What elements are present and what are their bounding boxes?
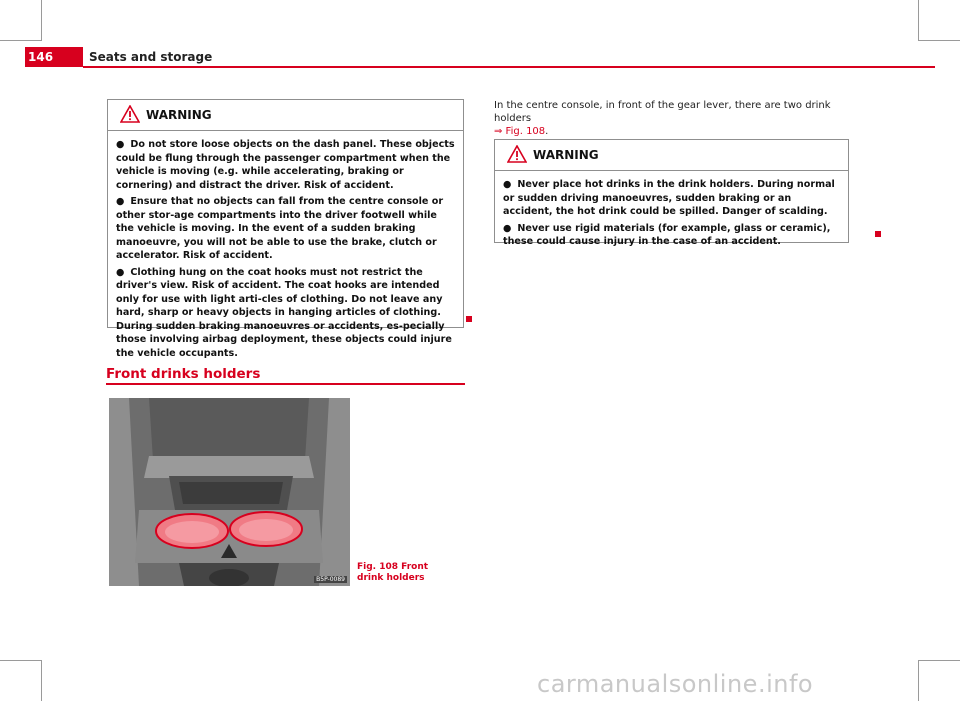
intro-paragraph [494,99,850,138]
warning-body [108,131,463,367]
warning-header [108,100,463,131]
warning-body [495,171,848,256]
warning-header [495,140,848,171]
warning-box-left [107,99,464,359]
warning-item: ● Clothing hung on the coat hooks must not restrict the driver's view. Risk of accident. The coat hooks are intended only for use with light arti-cles of clothing. Do not leave any hard, sharp or heavy objects in hanging articles of clothing. During sudden braking manoeuvres or accidents, es-pecially those involving airbag deployment, these objects could injure the vehicle occupants. [116,266,452,359]
crop-mark [41,660,42,701]
crop-mark [918,660,960,661]
figure-code: B5P-0089 [316,576,345,583]
intro-text: In the centre console, in front of the gear lever, there are two drink holders [494,100,831,124]
page-number: 146 [28,50,54,64]
warning-item: ● Never use rigid materials (for example, glass or ceramic), these could cause injury in the case of an accident. [503,222,831,247]
crop-mark [0,40,42,41]
crop-mark [41,0,42,40]
end-mark [466,316,472,322]
warning-title: WARNING [146,108,212,122]
crop-mark [0,660,42,661]
crop-mark [918,0,919,40]
crop-mark [918,660,919,701]
crop-mark [918,40,960,41]
warning-item: ● Never place hot drinks in the drink holders. During normal or sudden driving manoeuvres, sudden braking or an accident, the hot drink could be spilled. Danger of scalding. [503,179,835,217]
warning-item: ● Ensure that no objects can fall from the centre console or other stor-age compartments into the driver footwell while the vehicle is moving. In the event of a sudden braking manoeuvre, you will not be able to use the brake, clutch or accelerator. Risk of accident. [116,196,444,261]
figure-caption: Fig. 108 Front drink holders [357,562,429,583]
console-illustration [109,398,350,586]
section-title: Front drinks holders [106,366,261,382]
warning-box-right [494,139,849,247]
header-rule [83,66,935,68]
figure-reference-link[interactable]: ⇒ Fig. 108 [494,126,546,137]
figure-drink-holders [109,398,350,586]
warning-icon [507,145,527,163]
end-mark [875,231,881,237]
intro-end: . [545,126,549,137]
warning-icon [120,105,140,123]
page-header-title: Seats and storage [89,50,213,64]
watermark: carmanualsonline.info [537,670,814,698]
warning-item: ● Do not store loose objects on the dash panel. These objects could be flung through the passenger compartment when the vehicle is moving (e.g. while accelerating, braking or cornering) and distract the driver. Risk of accident. [116,139,455,191]
section-rule [106,383,465,385]
warning-title: WARNING [533,148,599,162]
